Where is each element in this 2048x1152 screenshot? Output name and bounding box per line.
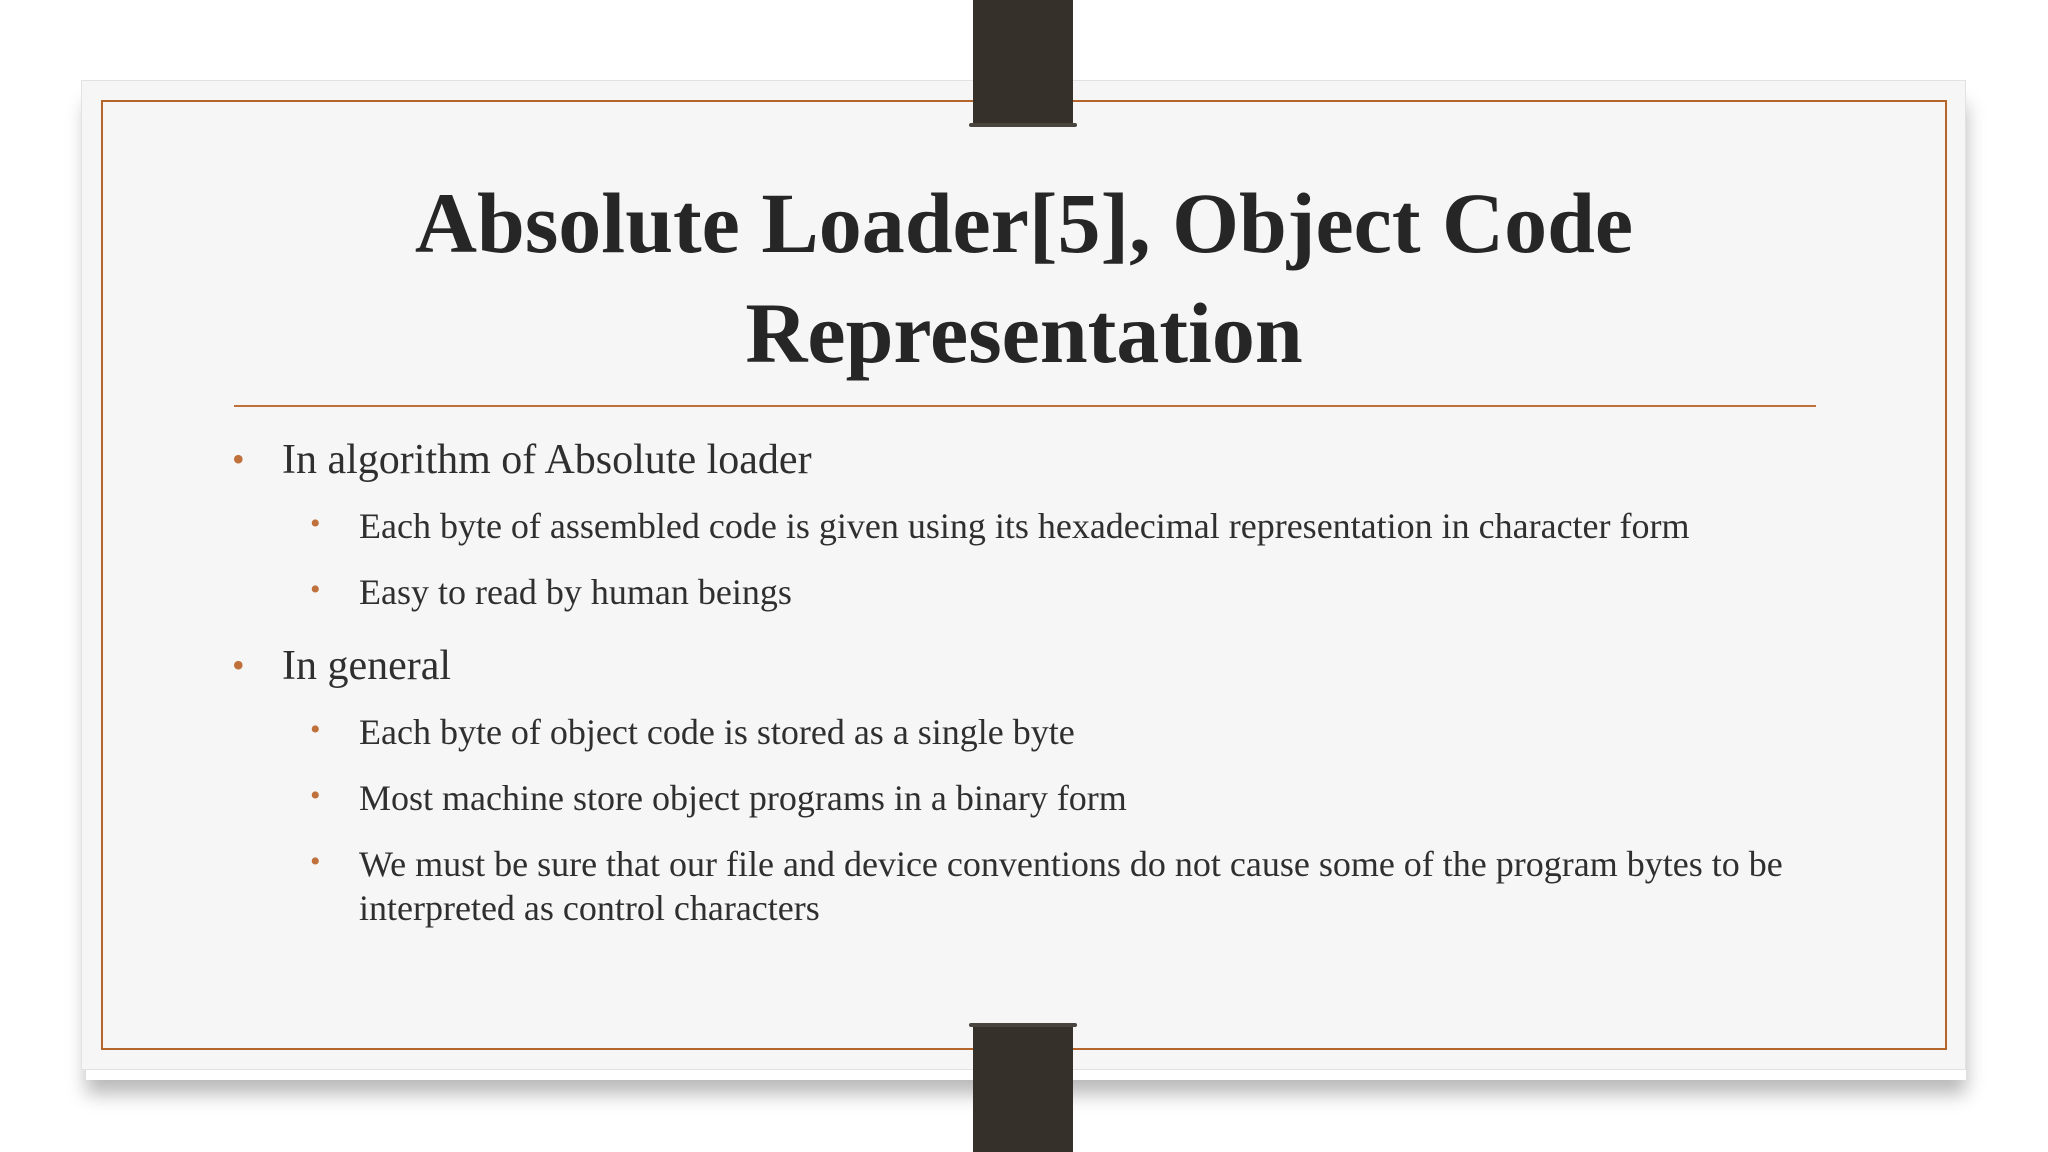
- title-divider: [234, 405, 1816, 407]
- bullet-icon: •: [310, 507, 321, 540]
- sub-bullet-item: [232, 570, 1832, 614]
- bullet-icon: •: [310, 713, 321, 746]
- slide-title-line-2: Representation: [745, 285, 1303, 381]
- bullet-text: In general: [282, 643, 452, 689]
- bullet-icon: •: [310, 845, 321, 878]
- sub-bullet-item: [232, 776, 1832, 820]
- bottom-clip-tab: [973, 1023, 1073, 1152]
- bullet-icon: •: [310, 573, 321, 606]
- bullet-list: [232, 430, 1832, 930]
- sub-bullet-text: Each byte of assembled code is given using its hexadecimal representation in character form: [359, 506, 1690, 546]
- sub-bullet-text: We must be sure that our file and device conventions do not cause some of the program bytes to be interpreted as control characters: [359, 844, 1783, 928]
- sub-bullet-item: [232, 842, 1799, 930]
- bullet-text: In algorithm of Absolute loader: [282, 437, 812, 483]
- sub-bullet-text: Each byte of object code is stored as a single byte: [359, 712, 1075, 752]
- sub-bullet-text: Most machine store object programs in a binary form: [359, 778, 1127, 818]
- bullet-item: [232, 636, 1832, 696]
- bullet-icon: •: [232, 439, 245, 479]
- bullet-item: [232, 430, 1832, 490]
- slide-title: [240, 168, 1808, 388]
- top-clip-tab: [973, 0, 1073, 127]
- sub-bullet-item: [232, 710, 1832, 754]
- bullet-icon: •: [310, 779, 321, 812]
- sub-bullet-item: [232, 504, 1832, 548]
- bullet-icon: •: [232, 645, 245, 685]
- slide-title-line-1: Absolute Loader[5], Object Code: [414, 175, 1634, 271]
- sub-bullet-text: Easy to read by human beings: [359, 572, 792, 612]
